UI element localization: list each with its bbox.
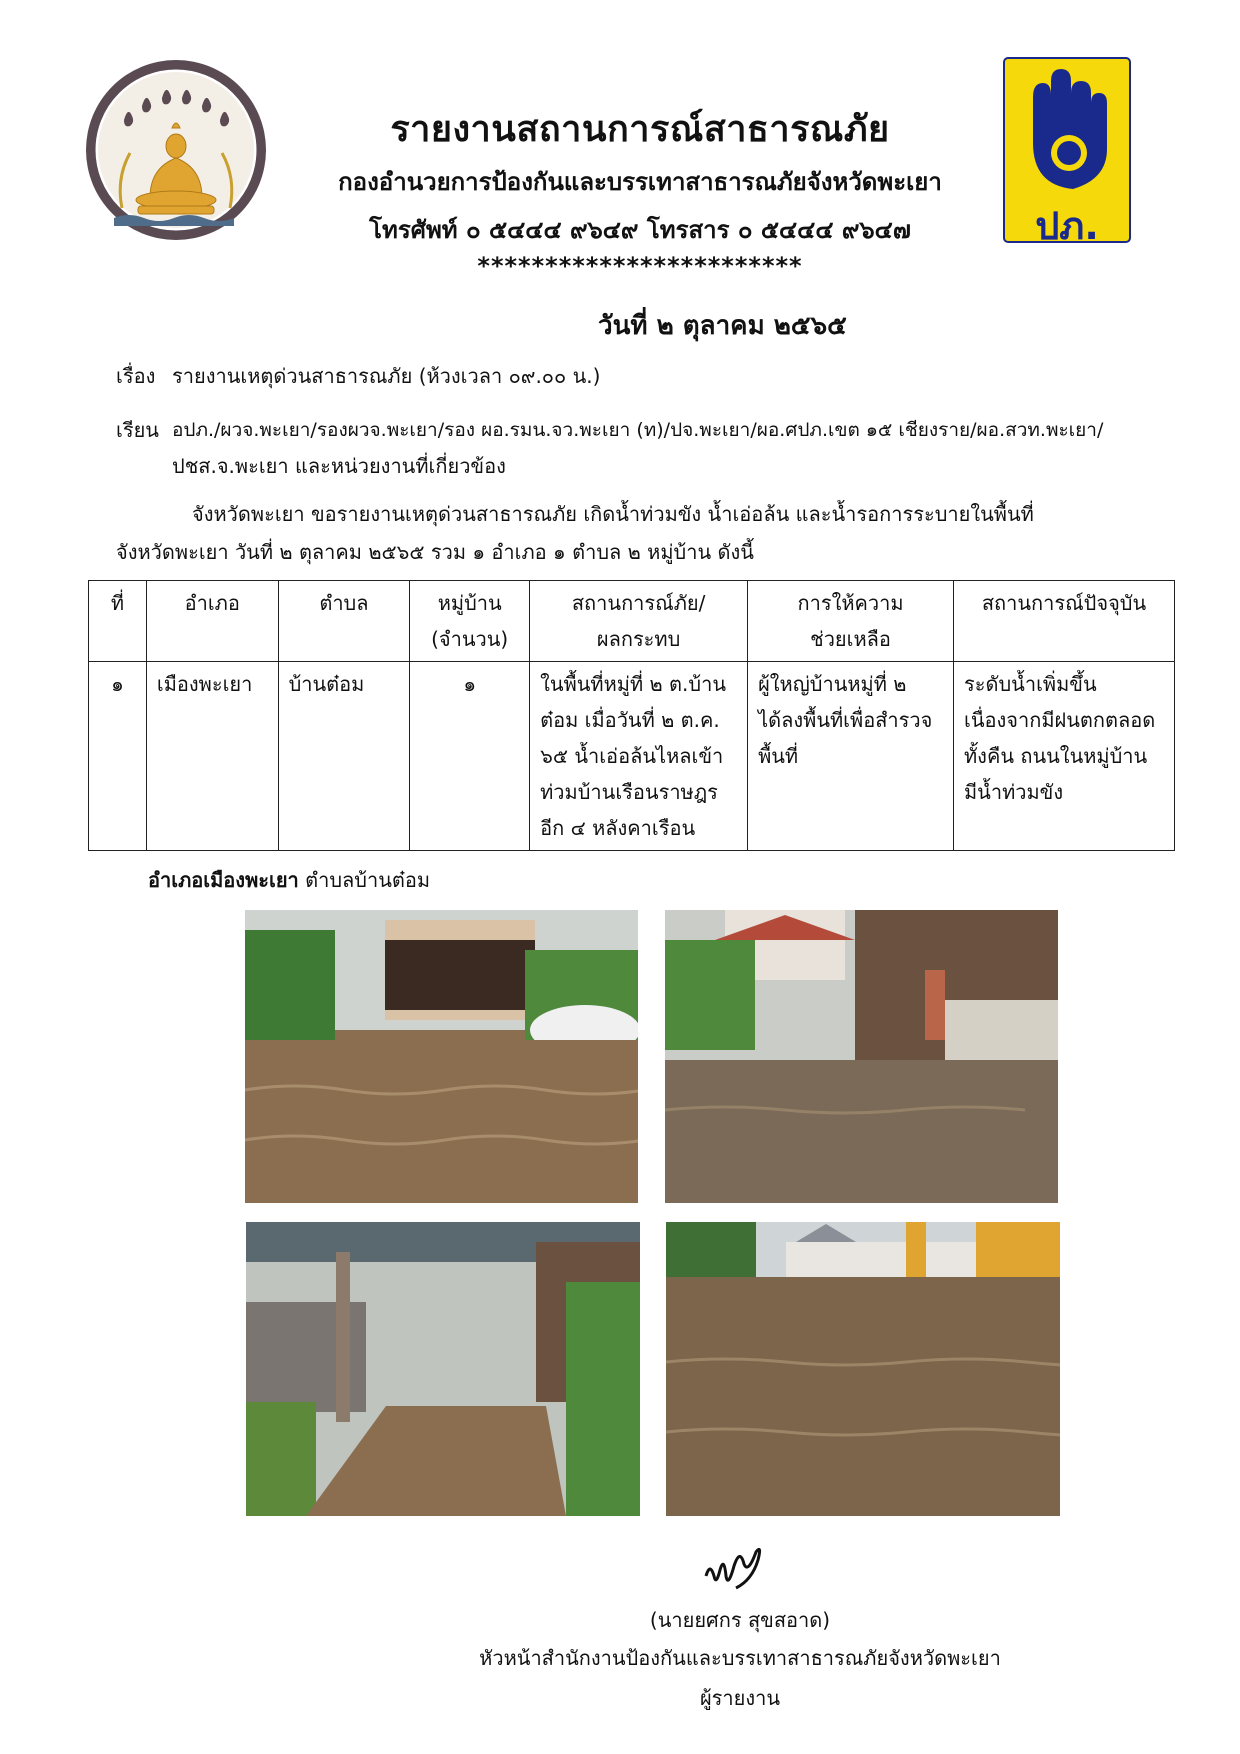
intro-line-1: จังหวัดพะเยา ขอรายงานเหตุด่วนสาธารณภัย เกิดน้ำท่วมขัง น้ำเอ่อล้น และน้ำรอการระบายในพื้นที่ — [192, 502, 1034, 526]
signer-role: ผู้รายงาน — [699, 1686, 781, 1710]
contact-numbers: โทรศัพท์ ๐ ๕๔๔๔ ๙๖๔๙ โทรสาร ๐ ๕๔๔๔ ๙๖๔๗ — [369, 216, 911, 244]
row-number: ๑ — [89, 662, 147, 851]
intro-line-2: จังหวัดพะเยา วันที่ ๒ ตุลาคม ๒๕๖๕ รวม ๑ อำเภอ ๑ ตำบล ๒ หมู่บ้าน ดังนี้ — [116, 540, 754, 564]
signer-name: (นายยศกร สุขสอาด) — [649, 1608, 831, 1632]
signer-position: หัวหน้าสำนักงานป้องกันและบรรเทาสาธารณภัยจังหวัดพะเยา — [479, 1646, 1001, 1670]
column-header: ตำบล — [278, 581, 410, 662]
table-header-row — [89, 581, 1175, 662]
photo-caption-subdistrict: ตำบลบ้านต๋อม — [305, 868, 431, 892]
photo-caption — [148, 862, 430, 898]
dpm-logo-text: ปภ. — [1035, 204, 1099, 248]
subject-text: รายงานเหตุด่วนสาธารณภัย (ห้วงเวลา ๐๙.๐๐ น.) — [172, 364, 601, 388]
flood-photo-1 — [245, 910, 638, 1203]
report-title: รายงานสถานการณ์สาธารณภัย — [390, 109, 890, 150]
incident-table — [88, 580, 1175, 851]
column-header: หมู่บ้าน (จำนวน) — [410, 581, 530, 662]
column-header: ที่ — [89, 581, 147, 662]
column-header: สถานการณ์ภัย/ ผลกระทบ — [530, 581, 748, 662]
flood-photo-4 — [666, 1222, 1060, 1516]
column-header: อำเภอ — [146, 581, 278, 662]
recipients-line-2: ปชส.จ.พะเยา และหน่วยงานที่เกี่ยวข้อง — [172, 454, 506, 478]
row-assistance: ผู้ใหญ่บ้านหมู่ที่ ๒ ได้ลงพื้นที่เพื่อสำรวจ พื้นที่ — [748, 662, 954, 851]
province-emblem — [84, 58, 268, 242]
recipients-label: เรียน — [116, 418, 159, 442]
column-header: การให้ความ ช่วยเหลือ — [748, 581, 954, 662]
recipients-line-1: อปภ./ผวจ.พะเยา/รองผวจ.พะเยา/รอง ผอ.รมน.จว.พะเยา (ท)/ปจ.พะเยา/ผอ.ศปภ.เขต ๑๕ เชียงราย/ผอ.สวท.พะเยา/ — [172, 419, 1104, 441]
column-header: สถานการณ์ปัจจุบัน — [954, 581, 1175, 662]
flood-photo-3 — [246, 1222, 640, 1516]
row-current-status: ระดับน้ำเพิ่มขึ้น เนื่องจากมีฝนตกตลอด ทั้งคืน ถนนในหมู่บ้าน มีน้ำท่วมขัง — [954, 662, 1175, 851]
row-district: เมืองพะเยา — [146, 662, 278, 851]
separator-line: ************************ — [477, 252, 803, 280]
row-impact: ในพื้นที่หมู่ที่ ๒ ต.บ้าน ต๋อม เมื่อวันที่ ๒ ต.ค. ๖๕ น้ำเอ่อล้นไหลเข้า ท่วมบ้านเรือนราษฎร อีก ๔ หลังคาเรือน — [530, 662, 748, 851]
photo-caption-district: อำเภอเมืองพะเยา — [148, 868, 299, 892]
dpm-logo — [1003, 57, 1131, 248]
flood-photo-2 — [665, 910, 1058, 1203]
organization-name: กองอำนวยการป้องกันและบรรเทาสาธารณภัยจังหวัดพะเยา — [338, 168, 942, 196]
signature-mark — [700, 1548, 780, 1602]
report-date: วันที่ ๒ ตุลาคม ๒๕๖๕ — [598, 311, 847, 341]
subject-label: เรื่อง — [116, 364, 156, 388]
table-row — [89, 662, 1175, 851]
row-subdistrict: บ้านต๋อม — [278, 662, 410, 851]
row-village-count: ๑ — [410, 662, 530, 851]
